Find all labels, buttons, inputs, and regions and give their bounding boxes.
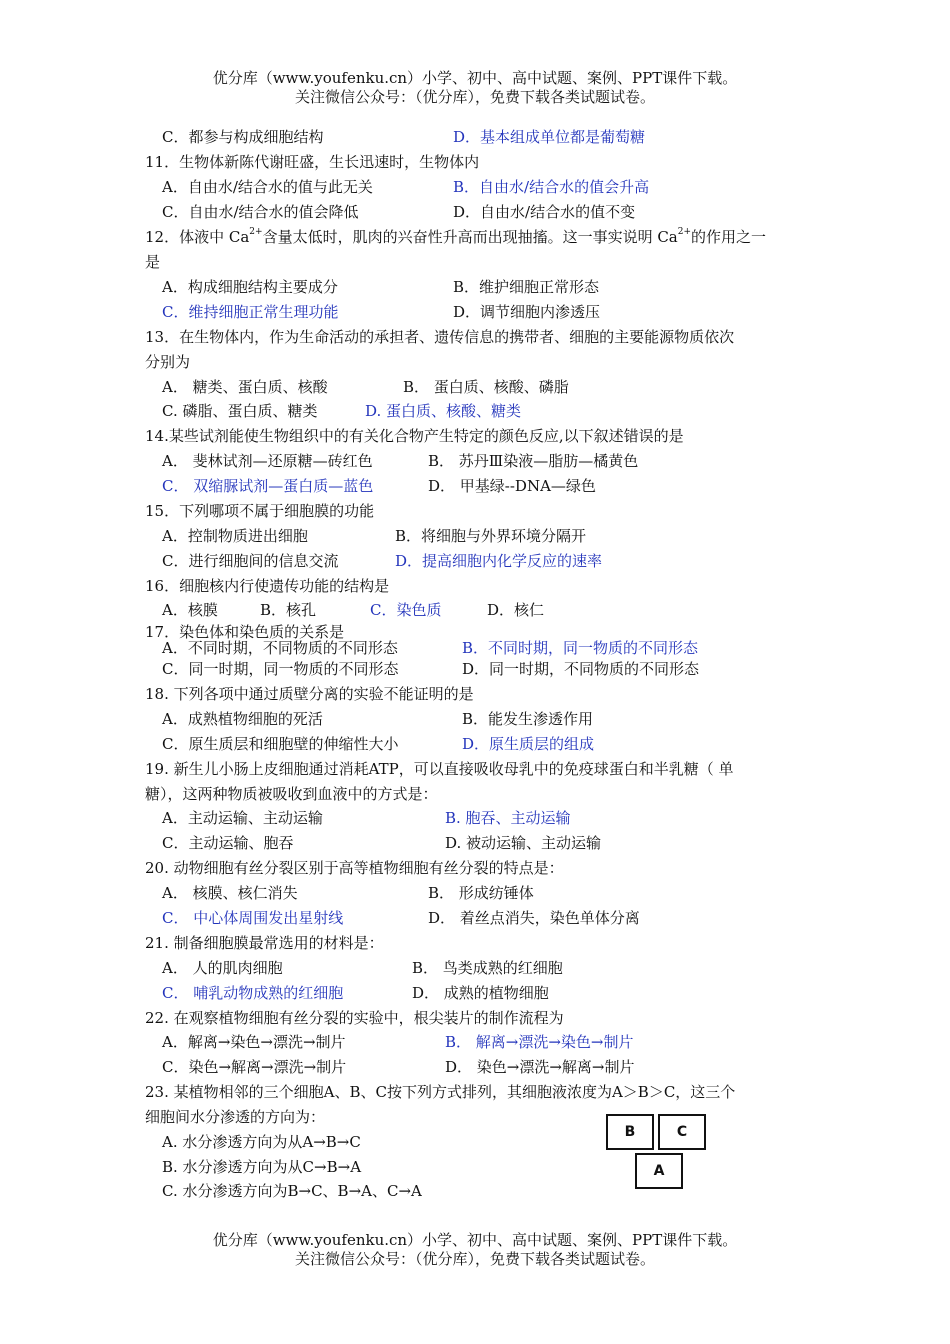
q12-option-c: C．维持细胞正常生理功能 — [162, 303, 339, 321]
q20-option-c: C． 中心体周围发出星射线 — [162, 909, 344, 927]
q17-stem: 17．染色体和染色质的关系是 — [145, 623, 345, 641]
q16-option-b: B．核孔 — [260, 601, 317, 619]
q17-option-a: A．不同时期，不同物质的不同形态 — [162, 639, 398, 657]
q16-stem: 16．细胞核内行使遗传功能的结构是 — [145, 577, 390, 595]
q13-option-a: A． 糖类、蛋白质、核酸 — [162, 378, 328, 396]
q11-option-b: B．自由水/结合水的值会升高 — [453, 178, 650, 196]
q19-option-c: C．主动运输、胞吞 — [162, 834, 294, 852]
q13-option-d: D. 蛋白质、核酸、糖类 — [365, 402, 522, 420]
page-header-line2: 关注微信公众号：（优分库），免费下载各类试题试卷。 — [294, 88, 655, 106]
q15-option-b: B．将细胞与外界环境分隔开 — [395, 527, 587, 545]
q13-option-b: B． 蛋白质、核酸、磷脂 — [403, 378, 569, 396]
q23-option-b: B. 水分渗透方向为从C→B→A — [162, 1158, 362, 1176]
q22-stem: 22. 在观察植物细胞有丝分裂的实验中，根尖装片的制作流程为 — [145, 1009, 564, 1027]
q22-option-c: C．染色→解离→漂洗→制片 — [162, 1058, 347, 1076]
cell-b: B — [606, 1114, 654, 1150]
q21-option-a: A． 人的肌肉细胞 — [162, 959, 283, 977]
q18-option-d: D．原生质层的组成 — [462, 735, 595, 753]
q21-option-c: C． 哺乳动物成熟的红细胞 — [162, 984, 344, 1002]
q10-option-c: C．都参与构成细胞结构 — [162, 128, 324, 146]
page-footer-line1: 优分库（www.youfenku.cn）小学、初中、高中试题、案例、PPT课件下载。 — [212, 1231, 738, 1249]
q19-stem: 19. 新生儿小肠上皮细胞通过消耗ATP，可以直接吸收母乳中的免疫球蛋白和半乳糖（ 单 — [145, 760, 734, 778]
q17-option-d: D．同一时期，不同物质的不同形态 — [462, 660, 700, 678]
q18-option-b: B．能发生渗透作用 — [462, 710, 594, 728]
cell-c: C — [658, 1114, 706, 1150]
q22-option-b: B． 解离→漂洗→染色→制片 — [445, 1033, 634, 1051]
q19-option-d: D. 被动运输、主动运输 — [445, 834, 602, 852]
cell-a: A — [635, 1153, 683, 1189]
q10-option-d: D．基本组成单位都是葡萄糖 — [453, 128, 646, 146]
q19-option-b: B. 胞吞、主动运输 — [445, 809, 571, 827]
q16-option-a: A．核膜 — [162, 601, 218, 619]
q15-option-a: A．控制物质进出细胞 — [162, 527, 308, 545]
q11-option-a: A．自由水/结合水的值与此无关 — [162, 178, 373, 196]
q20-option-a: A． 核膜、核仁消失 — [162, 884, 298, 902]
page-footer-line2: 关注微信公众号：（优分库），免费下载各类试题试卷。 — [294, 1250, 655, 1268]
q12-stem: 12．体液中 $Ca^{2+}$含量太低时，肌肉的兴奋性升高而出现抽搐。这一事实说明 $Ca^{2+}$的作用之一 — [145, 227, 767, 246]
q13-option-c: C. 磷脂、蛋白质、糖类 — [162, 402, 318, 420]
q22-option-d: D． 染色→漂洗→解离→制片 — [445, 1058, 635, 1076]
q21-option-d: D． 成熟的植物细胞 — [412, 984, 549, 1002]
q12-option-d: D．调节细胞内渗透压 — [453, 303, 601, 321]
q18-option-a: A．成熟植物细胞的死活 — [162, 710, 323, 728]
q21-stem: 21. 制备细胞膜最常选用的材料是： — [145, 934, 384, 952]
q14-option-b: B． 苏丹Ⅲ染液—脂肪—橘黄色 — [428, 452, 639, 470]
q13-stem-line2: 分别为 — [145, 353, 191, 371]
q23-stem: 23. 某植物相邻的三个细胞A、B、C按下列方式排列，其细胞液浓度为A＞B＞C，这三个 — [145, 1083, 736, 1101]
q15-option-c: C．进行细胞间的信息交流 — [162, 552, 339, 570]
q14-option-d: D． 甲基绿--DNA—绿色 — [428, 477, 596, 495]
q14-stem: 14.某些试剂能使生物组织中的有关化合物产生特定的颜色反应,以下叙述错误的是 — [145, 427, 684, 445]
q18-option-c: C．原生质层和细胞壁的伸缩性大小 — [162, 735, 399, 753]
q11-option-c: C．自由水/结合水的值会降低 — [162, 203, 359, 221]
q12-option-a: A．构成细胞结构主要成分 — [162, 278, 338, 296]
q22-option-a: A．解离→染色→漂洗→制片 — [162, 1033, 346, 1051]
q19-stem-line2: 糖），这两种物质被吸收到血液中的方式是： — [145, 785, 438, 803]
q19-option-a: A．主动运输、主动运输 — [162, 809, 323, 827]
page-header-line1: 优分库（www.youfenku.cn）小学、初中、高中试题、案例、PPT课件下载。 — [212, 69, 738, 87]
q11-option-d: D．自由水/结合水的值不变 — [453, 203, 636, 221]
q14-option-c: C． 双缩脲试剂—蛋白质—蓝色 — [162, 477, 374, 495]
q20-stem: 20. 动物细胞有丝分裂区别于高等植物细胞有丝分裂的特点是： — [145, 859, 564, 877]
q17-option-b: B．不同时期，同一物质的不同形态 — [462, 639, 699, 657]
q20-option-b: B． 形成纺锤体 — [428, 884, 534, 902]
q15-stem: 15．下列哪项不属于细胞膜的功能 — [145, 502, 375, 520]
q21-option-b: B． 鸟类成熟的红细胞 — [412, 959, 563, 977]
q12-option-b: B．维护细胞正常形态 — [453, 278, 600, 296]
q17-option-c: C．同一时期，同一物质的不同形态 — [162, 660, 399, 678]
q23-option-c: C. 水分渗透方向为B→C、B→A、C→A — [162, 1182, 422, 1200]
q14-option-a: A． 斐林试剂—还原糖—砖红色 — [162, 452, 373, 470]
q18-stem: 18. 下列各项中通过质壁分离的实验不能证明的是 — [145, 685, 474, 703]
q23-stem-line2: 细胞间水分渗透的方向为： — [145, 1108, 326, 1126]
q16-option-d: D．核仁 — [487, 601, 545, 619]
q20-option-d: D． 着丝点消失，染色单体分离 — [428, 909, 640, 927]
q16-option-c: C．染色质 — [370, 601, 442, 619]
q15-option-d: D．提高细胞内化学反应的速率 — [395, 552, 603, 570]
q13-stem: 13．在生物体内，作为生命活动的承担者、遗传信息的携带者、细胞的主要能源物质依次 — [145, 328, 735, 346]
q12-stem-line2: 是 — [145, 253, 161, 271]
q23-option-a: A. 水分渗透方向为从A→B→C — [162, 1133, 361, 1151]
q11-stem: 11．生物体新陈代谢旺盛，生长迅速时，生物体内 — [145, 153, 480, 171]
